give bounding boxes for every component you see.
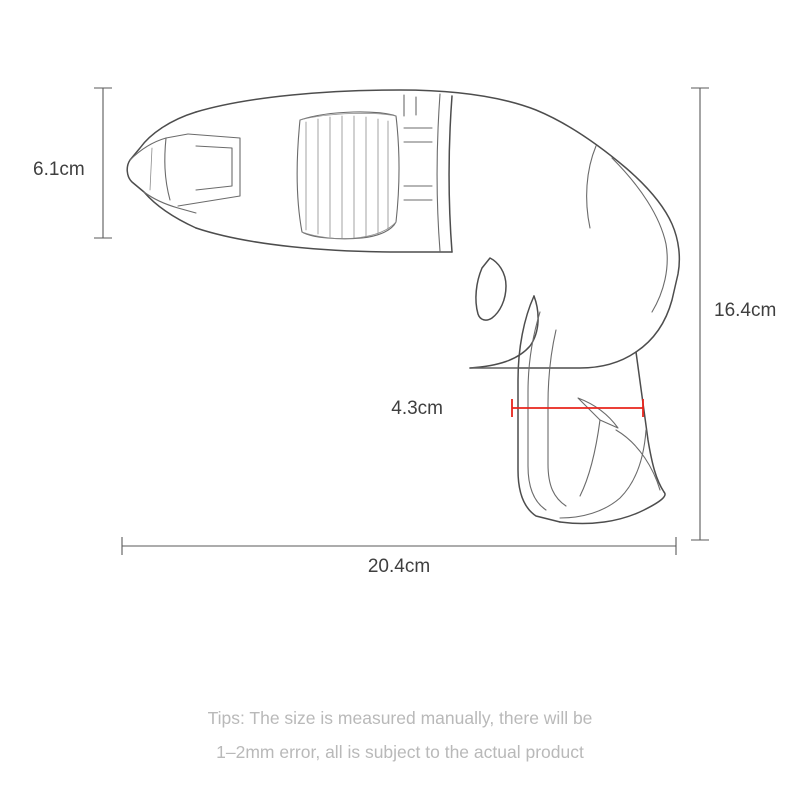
tips-line-1: Tips: The size is measured manually, there will be	[207, 708, 593, 728]
tips-line-2: 1–2mm error, all is subject to the actual product	[216, 742, 584, 762]
dimension-grip-width	[391, 398, 643, 419]
tips-note	[208, 708, 593, 762]
dimension-height-overall	[691, 88, 776, 540]
dimension-label-20-4cm: 20.4cm	[367, 556, 431, 577]
dimension-length-overall	[122, 537, 676, 577]
dimension-label-4-3cm: 4.3cm	[391, 398, 443, 419]
dimension-label-16-4cm: 16.4cm	[714, 300, 777, 321]
dimension-height-front	[33, 88, 112, 238]
dimension-label-6-1cm: 6.1cm	[33, 159, 85, 180]
vacuum-body-outline	[127, 90, 679, 524]
